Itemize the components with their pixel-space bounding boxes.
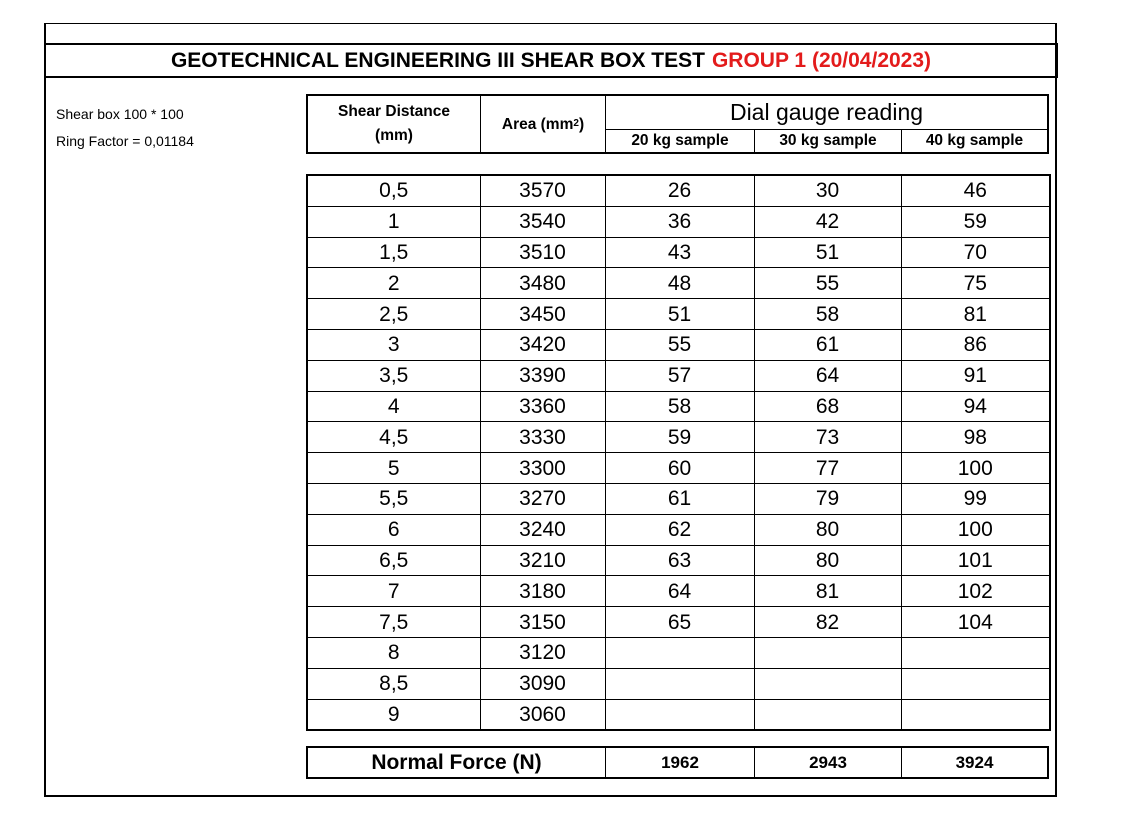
table-row xyxy=(307,545,1050,576)
header-sample-40kg: 40 kg sample xyxy=(925,132,1024,149)
reading-20kg-cell: 59 xyxy=(605,422,754,453)
reading-30kg-cell: 64 xyxy=(754,360,901,391)
shear-distance-cell: 5 xyxy=(307,453,480,484)
reading-40kg-cell xyxy=(901,699,1050,730)
reading-30kg-cell: 68 xyxy=(754,391,901,422)
area-cell: 3540 xyxy=(480,206,605,237)
reading-20kg-cell: 57 xyxy=(605,360,754,391)
reading-40kg-cell xyxy=(901,668,1050,699)
reading-40kg-cell: 100 xyxy=(901,514,1050,545)
shear-distance-cell: 3 xyxy=(307,329,480,360)
shear-distance-cell: 3,5 xyxy=(307,360,480,391)
shear-distance-cell: 0,5 xyxy=(307,175,480,206)
reading-30kg-cell: 30 xyxy=(754,175,901,206)
header-dial-gauge: Dial gauge reading xyxy=(729,99,924,125)
reading-30kg-cell: 73 xyxy=(754,422,901,453)
reading-40kg-cell: 100 xyxy=(901,453,1050,484)
reading-20kg-cell: 48 xyxy=(605,268,754,299)
area-superscript: 2 xyxy=(573,117,579,129)
shear-distance-cell: 7 xyxy=(307,576,480,607)
reading-20kg-cell: 65 xyxy=(605,607,754,638)
reading-20kg-cell: 26 xyxy=(605,175,754,206)
reading-30kg-cell: 80 xyxy=(754,545,901,576)
reading-30kg-cell: 58 xyxy=(754,299,901,330)
area-cell: 3330 xyxy=(480,422,605,453)
header-sample-20kg: 20 kg sample xyxy=(631,132,729,149)
area-cell: 3450 xyxy=(480,299,605,330)
shear-distance-cell: 1 xyxy=(307,206,480,237)
table-row xyxy=(307,299,1050,330)
table-row xyxy=(307,576,1050,607)
page-title xyxy=(44,43,1058,78)
table-row xyxy=(307,699,1050,730)
table-header xyxy=(306,94,1049,154)
shear-distance-cell: 2 xyxy=(307,268,480,299)
ring-factor: Ring Factor = 0,01184 xyxy=(56,133,194,149)
reading-40kg-cell: 91 xyxy=(901,360,1050,391)
table-row xyxy=(307,175,1050,206)
reading-20kg-cell: 58 xyxy=(605,391,754,422)
area-cell: 3270 xyxy=(480,483,605,514)
normal-force-30kg: 2943 xyxy=(755,748,902,777)
area-close: ) xyxy=(578,116,585,133)
table-row xyxy=(307,637,1050,668)
reading-30kg-cell: 51 xyxy=(754,237,901,268)
shear-distance-cell: 7,5 xyxy=(307,607,480,638)
reading-20kg-cell: 36 xyxy=(605,206,754,237)
reading-30kg-cell: 55 xyxy=(754,268,901,299)
normal-force-20kg: 1962 xyxy=(606,748,755,777)
table-row xyxy=(307,360,1050,391)
reading-40kg-cell: 102 xyxy=(901,576,1050,607)
data-table xyxy=(306,174,1051,731)
reading-20kg-cell: 64 xyxy=(605,576,754,607)
reading-20kg-cell: 55 xyxy=(605,329,754,360)
reading-30kg-cell: 81 xyxy=(754,576,901,607)
table-row xyxy=(307,422,1050,453)
area-cell: 3360 xyxy=(480,391,605,422)
reading-40kg-cell: 86 xyxy=(901,329,1050,360)
reading-30kg-cell xyxy=(754,637,901,668)
area-cell: 3480 xyxy=(480,268,605,299)
shear-distance-cell: 2,5 xyxy=(307,299,480,330)
shear-distance-cell: 8,5 xyxy=(307,668,480,699)
reading-40kg-cell: 99 xyxy=(901,483,1050,514)
reading-40kg-cell: 101 xyxy=(901,545,1050,576)
reading-20kg-cell xyxy=(605,668,754,699)
area-cell: 3150 xyxy=(480,607,605,638)
table-row xyxy=(307,329,1050,360)
reading-40kg-cell: 59 xyxy=(901,206,1050,237)
area-cell: 3390 xyxy=(480,360,605,391)
shear-distance-cell: 6 xyxy=(307,514,480,545)
area-cell: 3510 xyxy=(480,237,605,268)
reading-20kg-cell: 62 xyxy=(605,514,754,545)
reading-20kg-cell: 63 xyxy=(605,545,754,576)
reading-20kg-cell: 61 xyxy=(605,483,754,514)
shear-distance-cell: 5,5 xyxy=(307,483,480,514)
reading-40kg-cell: 46 xyxy=(901,175,1050,206)
reading-20kg-cell: 60 xyxy=(605,453,754,484)
header-area xyxy=(481,96,605,154)
area-cell: 3210 xyxy=(480,545,605,576)
area-cell: 3060 xyxy=(480,699,605,730)
shear-box-size: Shear box 100 * 100 xyxy=(56,106,184,122)
table-row xyxy=(307,607,1050,638)
area-cell: 3120 xyxy=(480,637,605,668)
header-sample-30kg: 30 kg sample xyxy=(779,132,877,149)
reading-30kg-cell: 80 xyxy=(754,514,901,545)
reading-40kg-cell: 70 xyxy=(901,237,1050,268)
reading-20kg-cell xyxy=(605,637,754,668)
reading-20kg-cell: 43 xyxy=(605,237,754,268)
shear-distance-cell: 1,5 xyxy=(307,237,480,268)
title-group: GROUP 1 (20/04/2023) xyxy=(711,48,932,72)
shear-distance-cell: 4,5 xyxy=(307,422,480,453)
reading-30kg-cell: 77 xyxy=(754,453,901,484)
shear-distance-cell: 4 xyxy=(307,391,480,422)
reading-30kg-cell xyxy=(754,699,901,730)
table-row xyxy=(307,668,1050,699)
shear-distance-cell: 8 xyxy=(307,637,480,668)
reading-20kg-cell xyxy=(605,699,754,730)
table-row xyxy=(307,237,1050,268)
reading-30kg-cell: 82 xyxy=(754,607,901,638)
reading-40kg-cell xyxy=(901,637,1050,668)
table-row xyxy=(307,268,1050,299)
table-row xyxy=(307,483,1050,514)
reading-40kg-cell: 75 xyxy=(901,268,1050,299)
reading-20kg-cell: 51 xyxy=(605,299,754,330)
title-main: GEOTECHNICAL ENGINEERING III SHEAR BOX TEST xyxy=(170,48,705,72)
shear-distance-cell: 6,5 xyxy=(307,545,480,576)
area-cell: 3180 xyxy=(480,576,605,607)
normal-force-label: Normal Force (N) xyxy=(308,748,606,777)
shear-distance-cell: 9 xyxy=(307,699,480,730)
table-row xyxy=(307,453,1050,484)
normal-force-row xyxy=(306,746,1049,779)
area-cell: 3240 xyxy=(480,514,605,545)
reading-40kg-cell: 98 xyxy=(901,422,1050,453)
area-cell: 3300 xyxy=(480,453,605,484)
table-row xyxy=(307,206,1050,237)
area-label: Area (mm xyxy=(501,116,574,133)
header-shear-distance xyxy=(308,96,480,152)
reading-30kg-cell: 61 xyxy=(754,329,901,360)
area-cell: 3090 xyxy=(480,668,605,699)
normal-force-40kg: 3924 xyxy=(955,752,994,772)
shear-distance-unit: (mm) xyxy=(375,127,413,144)
area-cell: 3420 xyxy=(480,329,605,360)
shear-distance-label: Shear Distance xyxy=(338,103,450,120)
table-row xyxy=(307,391,1050,422)
reading-30kg-cell: 42 xyxy=(754,206,901,237)
reading-40kg-cell: 81 xyxy=(901,299,1050,330)
reading-40kg-cell: 104 xyxy=(901,607,1050,638)
reading-30kg-cell xyxy=(754,668,901,699)
reading-30kg-cell: 79 xyxy=(754,483,901,514)
table-row xyxy=(307,514,1050,545)
reading-40kg-cell: 94 xyxy=(901,391,1050,422)
area-cell: 3570 xyxy=(480,175,605,206)
